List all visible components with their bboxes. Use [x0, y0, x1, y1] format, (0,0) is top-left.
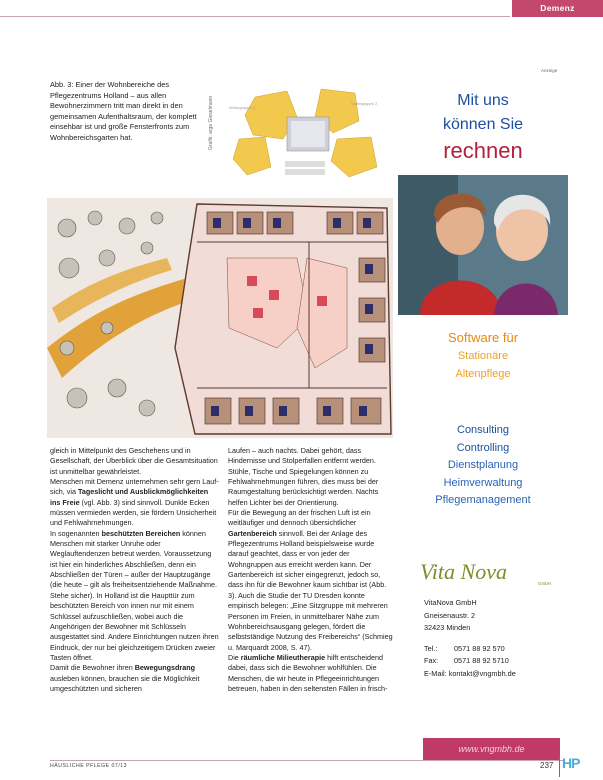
company-city: 32423 Minden	[424, 623, 471, 632]
logo-sub: GmbH	[538, 581, 552, 586]
ad-label: Anzeige	[541, 68, 558, 73]
footer-rule	[50, 760, 565, 761]
article-column-2	[228, 446, 396, 694]
paragraph: In sogenannten beschützten Bereichen können Menschen mit starker Unruhe oder Weglauftendenzen betreut werden. Voraussetzung ist hier ein hinderliches Abschließen, denn ein Abschließen der Türen – außer der Hauptzugänge (die heute – gilt als freiheitsentziehende Maßnahme. Stehe sicher). In Holland ist die Haupttür zum beschützten Bereich von innen nur mit einem Schlüssel aufzuschließen, wobei auch die Angehörigen der Bewohner mit Schlüsseln ausgestattet sind. Andere Einrichtungen nutzen ihren Eindruck, der nur bei gleichzeitigem Drücken zweier Tasten öffnet.	[50, 528, 219, 662]
phone-row	[424, 643, 564, 656]
advertisement	[398, 75, 568, 760]
ad-headline-line: rechnen	[443, 138, 523, 163]
ad-headline	[398, 89, 568, 165]
website-link[interactable]: www.vngmbh.de	[423, 738, 560, 760]
ad-headline-line: Mit uns	[457, 92, 509, 109]
paragraph: Laufen – auch nachts. Dabei gehört, dass Hindernisse und Stolperfallen entfernt werden. Stühle, Tische und Spiegelungen können zu Fehlwahrnehmungen führen, dies muss bei der Raumgestaltung berücksichtigt werden. Nachts helfen Lichter bei der Orientierung.	[228, 446, 379, 507]
company-street: Gneisenaustr. 2	[424, 610, 476, 620]
company-address	[424, 597, 564, 680]
paragraph: gleich in Mittelpunkt des Geschehens und in Gesellschaft, der Überblick über die Gesamtsituation ist unmittelbar gewährleistet.	[50, 446, 218, 476]
section-tab: Demenz	[512, 0, 603, 17]
article-column-1	[50, 446, 220, 694]
plan-label-2: Wohngruppe 2	[351, 101, 378, 106]
phone-label: Tel.:	[424, 643, 438, 653]
fax-number: 0571 88 92 5710	[454, 656, 509, 665]
service-item: Controlling	[456, 441, 510, 454]
ad-services	[398, 422, 568, 510]
fax-label: Fax:	[424, 656, 439, 665]
service-item: Consulting	[457, 424, 509, 436]
paragraph: Für die Bewegung an der frischen Luft ist ein weitläufiger und dennoch übersichtlicher Gartenbereich sinnvoll. Bei der Anlage des Pflegezentrums Holland beispielsweise wurde darauf geachtet, dass er von jeder der Wohngruppen aus erreicht werden kann. Der Gartenbereich ist sicher eingegrenzt, jedoch so, dass ihn für die Bewohner kaum sichtbar ist (Abb. 3). Auch die Studie der TU Dresden konnte empirisch belegen: „Eine Sitzgruppe mit mehreren Personen im Freien, in unmittelbarer Nähe zum Wohnbereichsausgang gelegen, fördert die selbstständige Nutzung des Freibereichs“ (Schmieg u. Marquardt 2008, S. 47).	[228, 508, 393, 652]
ad-software-line: Software für	[447, 330, 519, 345]
ad-software-line: Stationäre	[457, 350, 509, 362]
header-rule	[0, 16, 510, 17]
service-item: Pflegemanagement	[435, 494, 531, 506]
ad-software	[398, 329, 568, 383]
ad-photo-two-women	[398, 175, 568, 315]
service-item: Heimverwaltung	[443, 476, 523, 489]
vitanova-logo	[398, 555, 568, 591]
site-plan-overview	[225, 77, 390, 195]
ad-headline-line: können Sie	[442, 116, 524, 133]
email-address[interactable]: E-Mail: kontakt@vngmbh.de	[424, 668, 516, 678]
photo-credit: Grafik: arge Gieselmann	[208, 95, 214, 150]
logo-text: Vita Nova	[420, 559, 507, 584]
magazine-logo: HP	[562, 755, 580, 771]
footer-divider	[559, 757, 560, 777]
floor-plan-detail	[47, 198, 393, 438]
plan-label-1: Wohngruppe 1	[229, 105, 256, 110]
footer-issue: HÄUSLICHE PFLEGE 07/13	[50, 763, 128, 769]
page-number: 237	[540, 761, 554, 770]
paragraph: Damit die Bewohner ihren Bewegungsdrang ausleben können, brauchen sie die Möglichkeit umgeschützten und sicheren	[50, 663, 200, 693]
figure-caption: Abb. 3: Einer der Wohnbereiche des Pflegezentrums Holland – aus allen Bewohnerzimmern tritt man direkt in den gemeinsamen Aufenthaltsraum, der komplett einsehbar ist und große Fensterfronts zum Wohnbereichsgarten hat.	[50, 80, 197, 142]
ad-software-line: Altenpflege	[455, 368, 511, 380]
paragraph: Die räumliche Milieutherapie hilft entscheidend dabei, dass sich die Bewohner wohlfühlen. Die Menschen, die wir heute in Pflegeeinrichtungen betreuen, haben in den seltensten Fällen in frisch-	[228, 652, 388, 693]
service-item: Dienstplanung	[447, 459, 519, 471]
phone-number: 0571 88 92 570	[454, 643, 505, 653]
company-name: VitaNova GmbH	[424, 598, 477, 607]
fax-row	[424, 655, 564, 668]
paragraph: Menschen mit Demenz unternehmen sehr gern Lauf- sich, via Tageslicht und Ausblickmöglichkeiten ins Freie (vgl. Abb. 3) sind sinnvoll. Dunkle Ecken müssen vermieden werden, sie fördern Unsicherheit und Fehlwahrnehmungen.	[50, 477, 219, 528]
